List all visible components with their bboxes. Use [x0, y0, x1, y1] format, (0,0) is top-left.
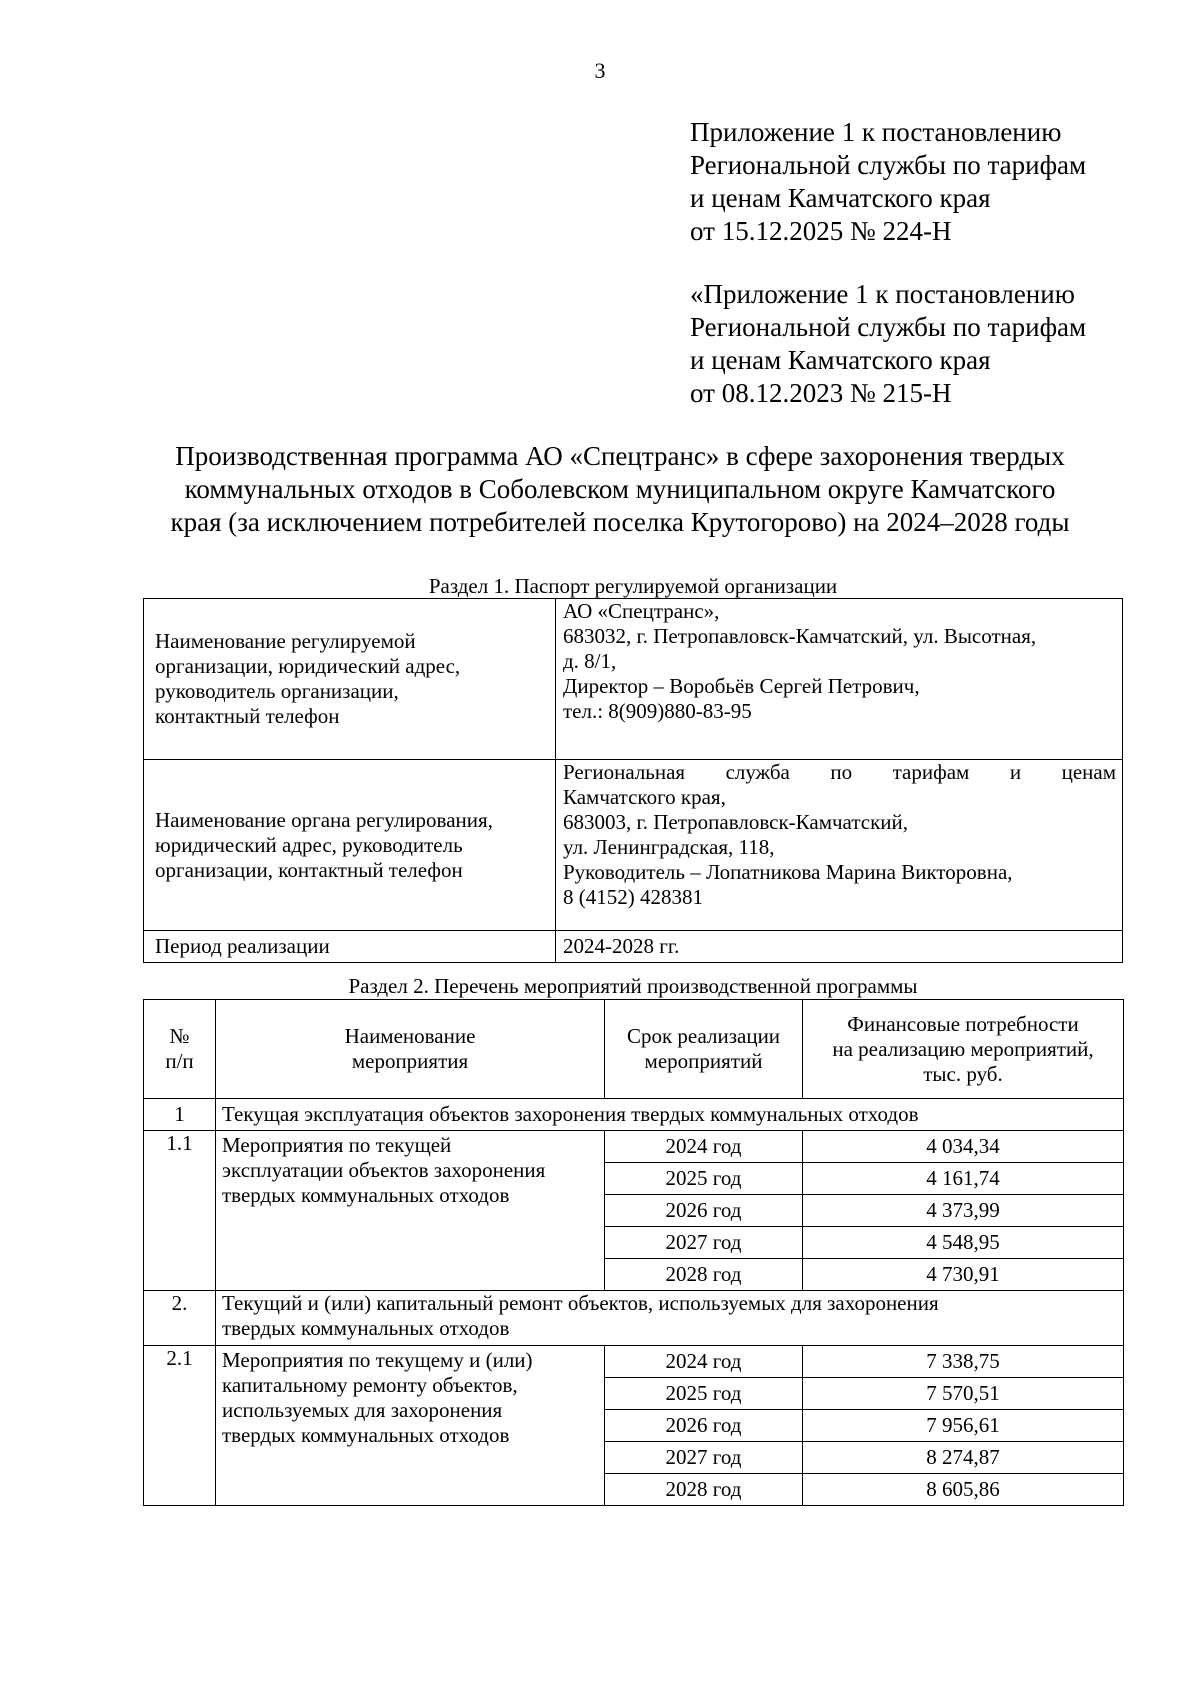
justified-line: [563, 760, 1116, 785]
appendix-line: и ценам Камчатского края: [690, 183, 991, 213]
word: тарифам: [892, 760, 970, 784]
value-line: Камчатского края,: [563, 785, 726, 809]
passport-label: Период реализации: [144, 931, 556, 963]
appendix-line: от 08.12.2023 № 215-Н: [690, 378, 952, 408]
header-line: Финансовые потребности: [847, 1011, 1079, 1036]
appendix-previous-reference: [690, 278, 1160, 410]
year-cell: 2024 год: [605, 1346, 803, 1378]
header-term: [605, 1000, 803, 1099]
group-title: [216, 1291, 1124, 1346]
header-line: №: [169, 1024, 190, 1048]
group-num: 1: [144, 1099, 216, 1131]
item-name-line: используемых для захоронения: [222, 1398, 503, 1422]
item-name-line: твердых коммунальных отходов: [222, 1423, 510, 1447]
word: ценам: [1061, 760, 1116, 784]
value-line: Руководитель – Лопатникова Марина Викторовна,: [563, 860, 1013, 884]
appendix-line: «Приложение 1 к постановлению: [690, 279, 1075, 309]
group-row: [144, 1099, 1124, 1131]
label-line: Наименование регулируемой: [155, 629, 416, 653]
amount-cell: 7 338,75: [803, 1346, 1124, 1378]
passport-row-organization: [144, 599, 1123, 760]
document-title: [130, 440, 1110, 539]
word: по: [830, 760, 853, 784]
item-num: 2.1: [144, 1346, 216, 1506]
amount-cell: 8 274,87: [803, 1442, 1124, 1474]
header-finance: [803, 1000, 1124, 1099]
value-line: Директор – Воробьёв Сергей Петрович,: [563, 674, 920, 698]
appendix-line: Приложение 1 к постановлению: [690, 117, 1062, 147]
item-name-line: Мероприятия по текущей: [222, 1133, 452, 1157]
passport-value: [556, 760, 1123, 931]
passport-row-period: [144, 931, 1123, 963]
table-row: [144, 1346, 1124, 1378]
passport-label: [144, 599, 556, 760]
amount-cell: 4 373,99: [803, 1195, 1124, 1227]
year-cell: 2024 год: [605, 1131, 803, 1163]
group-num: 2.: [144, 1291, 216, 1346]
header-line: п/п: [165, 1049, 194, 1073]
year-cell: 2027 год: [605, 1227, 803, 1259]
year-cell: 2027 год: [605, 1442, 803, 1474]
activities-table: [143, 999, 1124, 1506]
amount-cell: 8 605,86: [803, 1474, 1124, 1506]
word: и: [1009, 760, 1022, 784]
header-line: Наименование: [344, 1024, 476, 1048]
year-cell: 2028 год: [605, 1259, 803, 1291]
label-line: юридический адрес, руководитель: [155, 832, 463, 857]
value-line: 683032, г. Петропавловск-Камчатский, ул. Высотная,: [563, 624, 1037, 648]
group-title-line: твердых коммунальных отходов: [222, 1316, 510, 1340]
amount-cell: 4 730,91: [803, 1259, 1124, 1291]
label-line: Наименование органа регулирования,: [155, 807, 493, 832]
item-num: 1.1: [144, 1131, 216, 1291]
passport-label: [144, 760, 556, 931]
group-title: Текущая эксплуатация объектов захоронения твердых коммунальных отходов: [216, 1099, 1124, 1131]
passport-table: [143, 598, 1123, 963]
header-line: мероприятий: [644, 1049, 763, 1073]
appendix-line: Региональной службы по тарифам: [690, 312, 1087, 342]
value-line: 683003, г. Петропавловск-Камчатский,: [563, 810, 909, 834]
label-line: организации, юридический адрес,: [155, 654, 461, 678]
label-line: организации, контактный телефон: [155, 857, 463, 882]
table-row: [144, 1131, 1124, 1163]
table-header-row: [144, 1000, 1124, 1099]
header-line: на реализацию мероприятий,: [832, 1036, 1094, 1061]
appendix-line: от 15.12.2025 № 224-Н: [690, 216, 952, 246]
word: служба: [725, 760, 790, 784]
item-name: [216, 1131, 605, 1291]
section-1-caption: Раздел 1. Паспорт регулируемой организации: [428, 574, 838, 598]
year-cell: 2025 год: [605, 1378, 803, 1410]
item-name-line: Мероприятия по текущему и (или): [222, 1348, 533, 1372]
value-line: ул. Ленинградская, 118,: [563, 835, 775, 859]
item-name-line: капитальному ремонту объектов,: [222, 1373, 518, 1397]
passport-value: [556, 599, 1123, 760]
value-line: АО «Спецтранс»,: [563, 599, 720, 623]
value-line: тел.: 8(909)880-83-95: [563, 699, 752, 723]
amount-cell: 4 034,34: [803, 1131, 1124, 1163]
word: Региональная: [563, 760, 686, 784]
title-line: Производственная программа АО «Спецтранс» в сфере захоронения твердых: [175, 441, 1065, 471]
section-2-caption: Раздел 2. Перечень мероприятий производственной программы: [348, 974, 918, 998]
value-line: 8 (4152) 428381: [563, 885, 703, 909]
header-line: Срок реализации: [626, 1024, 781, 1048]
appendix-line: и ценам Камчатского края: [690, 345, 991, 375]
item-name: [216, 1346, 605, 1506]
item-name-line: эксплуатации объектов захоронения: [222, 1158, 546, 1182]
passport-row-regulator: [144, 760, 1123, 931]
amount-cell: 4 548,95: [803, 1227, 1124, 1259]
amount-cell: 7 956,61: [803, 1410, 1124, 1442]
amount-cell: 4 161,74: [803, 1163, 1124, 1195]
group-row: [144, 1291, 1124, 1346]
group-title-line: Текущий и (или) капитальный ремонт объектов, используемых для захоронения: [222, 1291, 939, 1315]
header-name: [216, 1000, 605, 1099]
year-cell: 2025 год: [605, 1163, 803, 1195]
title-line: коммунальных отходов в Соболевском муниципальном округе Камчатского: [184, 474, 1056, 504]
header-line: мероприятия: [351, 1049, 469, 1073]
value-line: д. 8/1,: [563, 649, 617, 673]
item-name-line: твердых коммунальных отходов: [222, 1183, 510, 1207]
header-line: тыс. руб.: [923, 1061, 1003, 1086]
year-cell: 2026 год: [605, 1195, 803, 1227]
header-num: [144, 1000, 216, 1099]
appendix-line: Региональной службы по тарифам: [690, 150, 1087, 180]
passport-value: 2024-2028 гг.: [556, 931, 1123, 963]
amount-cell: 7 570,51: [803, 1378, 1124, 1410]
label-line: контактный телефон: [155, 704, 340, 728]
year-cell: 2028 год: [605, 1474, 803, 1506]
year-cell: 2026 год: [605, 1410, 803, 1442]
label-line: руководитель организации,: [155, 679, 399, 703]
page-number: 3: [594, 58, 606, 83]
appendix-current-reference: [690, 116, 1160, 248]
title-line: края (за исключением потребителей поселка Крутогорово) на 2024–2028 годы: [170, 507, 1070, 537]
